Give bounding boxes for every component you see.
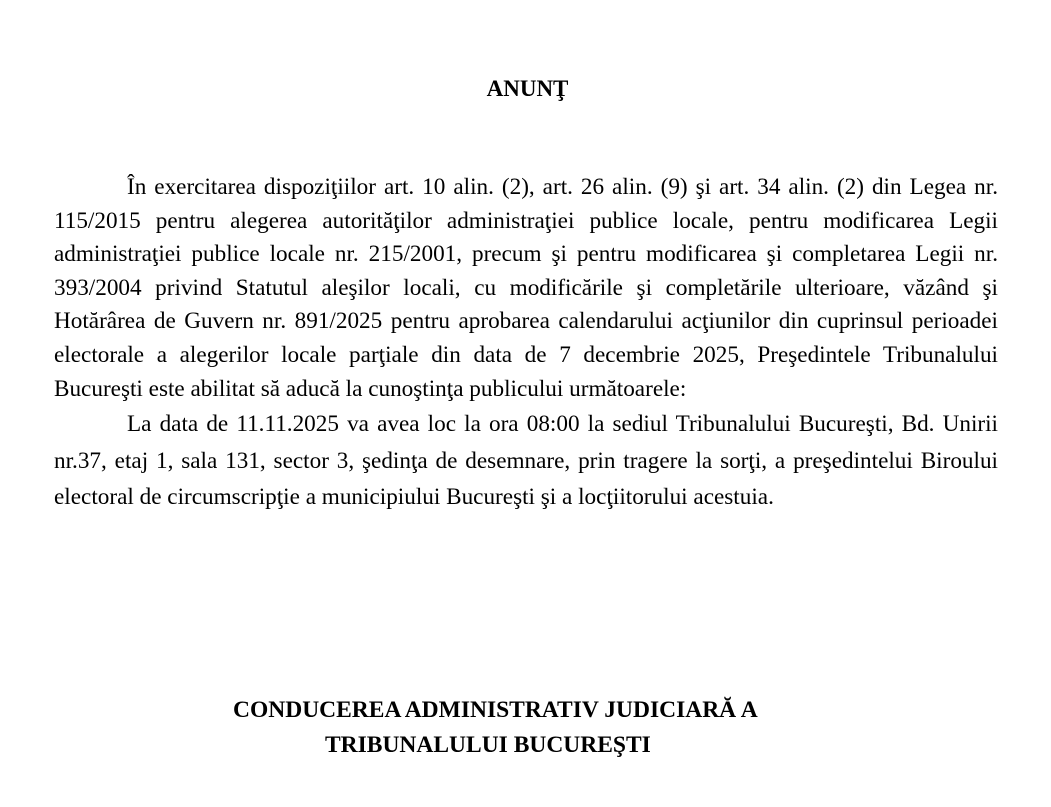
paragraph-meeting-details: La data de 11.11.2025 va avea loc la ora 08:00 la sediul Tribunalului Bucureşti, Bd. Unirii nr.37, etaj 1, sala 131, sector 3, şedinţa de desemnare, prin tragere la sorţi, a preşedintelui Biroului electoral de circumscripţie a municipiului Bucureşti şi a locţiitorului acestuia. <box>54 411 998 511</box>
document-title: ANUNŢ <box>486 76 569 101</box>
signature-line-2: TRIBUNALULUI BUCUREŞTI <box>325 732 651 758</box>
document-body <box>54 171 998 516</box>
paragraph-legal-basis: În exercitarea dispoziţiilor art. 10 alin. (2), art. 26 alin. (9) şi art. 34 alin. (2) din Legea nr. 115/2015 pentru alegerea autorităţilor administraţiei publice locale, pentru modificarea Legii administraţiei publice locale nr. 215/2001, precum şi pentru modificarea şi completarea Legii nr. 393/2004 privind Statutul aleşilor locali, cu modificările şi completările ulterioare, văzând şi Hotărârea de Guvern nr. 891/2025 pentru aprobarea calendarului acţiunilor din cuprinsul perioadei electorale a alegerilor locale parţiale din data de 7 decembrie 2025, Preşedintele Tribunalului Bucureşti este abilitat să aducă la cunoştinţa publicului următoarele: <box>54 174 998 402</box>
signature-line-1: CONDUCEREA ADMINISTRATIV JUDICIARĂ A <box>233 697 758 723</box>
